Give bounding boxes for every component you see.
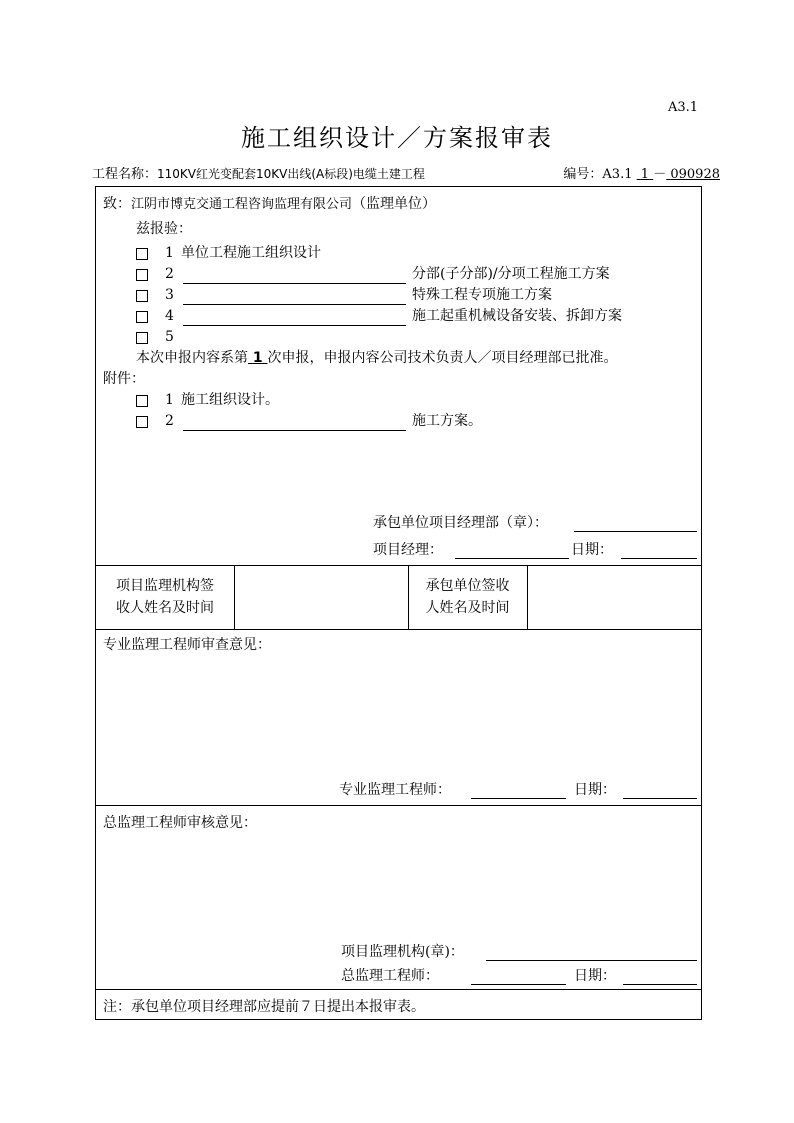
chief-date-blank[interactable] bbox=[623, 984, 697, 985]
item-3-checkbox[interactable] bbox=[136, 290, 148, 302]
chief-date-label: 日期： bbox=[574, 968, 616, 984]
review-engineer-blank[interactable] bbox=[471, 798, 566, 799]
item-3-num: 3 bbox=[165, 287, 174, 303]
pm-date-blank[interactable] bbox=[621, 558, 697, 559]
item-2-num: 2 bbox=[165, 266, 174, 282]
declaration-post: 次申报，申报内容公司技术负责人／项目经理部已批准。 bbox=[267, 350, 618, 366]
supervisor-receipt-label: 项目监理机构签 收人姓名及时间 bbox=[116, 578, 214, 616]
contractor-stamp-blank[interactable] bbox=[574, 531, 697, 532]
declaration bbox=[136, 349, 618, 367]
number-part1: 1 bbox=[640, 167, 650, 182]
page-title: 施工组织设计／方案报审表 bbox=[241, 124, 553, 152]
item-4-num: 4 bbox=[165, 308, 174, 324]
addressee bbox=[103, 195, 436, 214]
chief-org-label: 项目监理机构(章)： bbox=[341, 944, 464, 960]
supervisor-receipt-value[interactable] bbox=[235, 566, 407, 628]
doc-code: A3.1 bbox=[668, 100, 699, 115]
number-label: 编号：A3.1 bbox=[563, 167, 633, 182]
item-5-checkbox[interactable] bbox=[136, 332, 148, 344]
attachment-2-checkbox[interactable] bbox=[136, 416, 148, 428]
project-name: 110KV红光变配套10KV出线(A标段)电缆土建工程 bbox=[157, 167, 425, 181]
number-sep: － bbox=[653, 167, 667, 182]
attachment-2-text: 施工方案。 bbox=[412, 413, 482, 429]
pm-date-label: 日期： bbox=[571, 542, 613, 558]
attachment-1-checkbox[interactable] bbox=[136, 395, 148, 407]
review-engineer-label: 专业监理工程师： bbox=[339, 782, 451, 798]
item-1-text: 单位工程施工组织设计 bbox=[181, 245, 321, 261]
project-row bbox=[92, 163, 720, 183]
divider-2 bbox=[96, 629, 701, 630]
divider-3 bbox=[96, 805, 701, 806]
footer-note: 注：承包单位项目经理部应提前７日提出本报审表。 bbox=[103, 999, 425, 1015]
number-part2: 090928 bbox=[670, 167, 720, 182]
to-suffix: （监理单位） bbox=[352, 196, 437, 212]
pm-label: 项目经理： bbox=[373, 542, 443, 558]
chief-title: 总监理工程师审核意见： bbox=[103, 815, 257, 831]
attachments-label: 附件： bbox=[103, 371, 145, 387]
review-date-label: 日期： bbox=[574, 782, 616, 798]
review-title: 专业监理工程师审查意见： bbox=[103, 637, 271, 653]
contractor-stamp-label: 承包单位项目经理部（章）： bbox=[373, 515, 548, 531]
attachment-1-text: 施工组织设计。 bbox=[181, 392, 279, 408]
item-2-blank[interactable] bbox=[183, 283, 406, 284]
to-label: 致： bbox=[103, 196, 131, 212]
contractor-receipt-label: 承包单位签收 人姓名及时间 bbox=[425, 578, 510, 616]
chief-engineer-label: 总监理工程师： bbox=[341, 968, 439, 984]
item-1-checkbox[interactable] bbox=[136, 248, 148, 260]
project-info bbox=[92, 163, 425, 182]
item-3-blank[interactable] bbox=[183, 304, 406, 305]
declaration-pre: 本次申报内容系第 bbox=[136, 350, 248, 366]
item-2-text: 分部(子分部)/分项工程施工方案 bbox=[412, 266, 610, 282]
item-3-text: 特殊工程专项施工方案 bbox=[412, 287, 552, 303]
item-4-blank[interactable] bbox=[183, 325, 406, 326]
contractor-receipt-value[interactable] bbox=[528, 566, 701, 628]
form-number bbox=[563, 163, 720, 182]
to-unit: 江阴市博克交通工程咨询监理有限公司 bbox=[131, 197, 353, 212]
declaration-count: 1 bbox=[252, 350, 263, 366]
attachment-2-blank[interactable] bbox=[183, 430, 406, 431]
chief-engineer-blank[interactable] bbox=[471, 984, 566, 985]
pm-blank[interactable] bbox=[455, 558, 569, 559]
item-1-num: 1 bbox=[165, 245, 174, 261]
item-2-checkbox[interactable] bbox=[136, 269, 148, 281]
attachment-2-num: 2 bbox=[165, 413, 174, 429]
item-4-text: 施工起重机械设备安装、拆卸方案 bbox=[412, 308, 622, 324]
attachment-1-num: 1 bbox=[165, 392, 174, 408]
project-label: 工程名称： bbox=[92, 167, 158, 182]
divider-4 bbox=[96, 989, 701, 990]
chief-org-blank[interactable] bbox=[486, 960, 697, 961]
approval-form bbox=[95, 186, 702, 1020]
submit-intro: 兹报验： bbox=[136, 221, 192, 237]
review-date-blank[interactable] bbox=[623, 798, 697, 799]
item-4-checkbox[interactable] bbox=[136, 311, 148, 323]
item-5-num: 5 bbox=[165, 329, 174, 345]
